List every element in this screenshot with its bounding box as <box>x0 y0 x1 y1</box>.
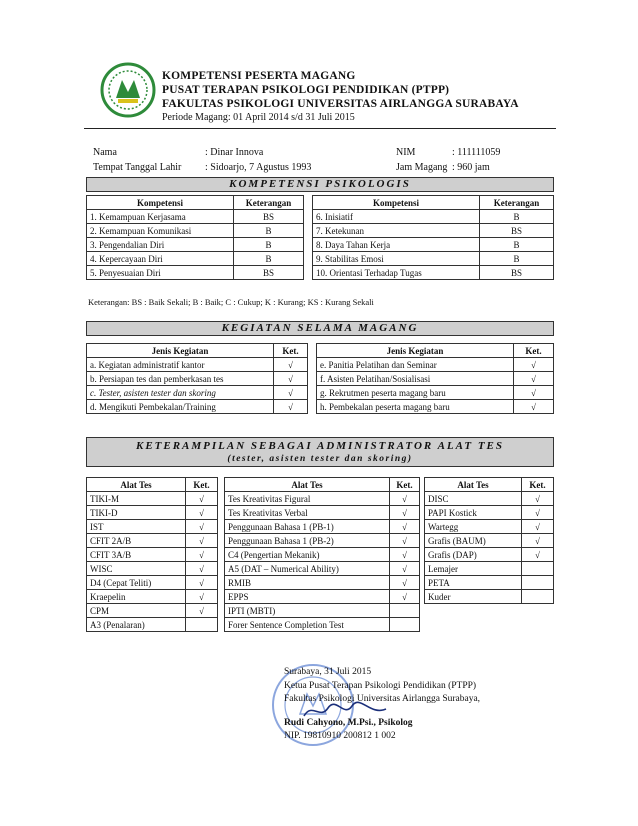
alat-subtitle: (tester, asisten tester dan skoring) <box>227 454 413 464</box>
alat-tes-name: Grafis (DAP) <box>425 548 522 562</box>
table-row <box>87 576 218 590</box>
alat-tes-name: Penggunaan Bahasa 1 (PB-2) <box>225 534 390 548</box>
kegiatan-table-right <box>316 343 554 414</box>
psikologis-legend: Keterangan: BS : Baik Sekali; B : Baik; C : Cukup; K : Kurang; KS : Kurang Sekali <box>88 297 374 307</box>
col-kompetensi: Kompetensi <box>87 196 234 210</box>
col-ket: Ket. <box>274 344 308 358</box>
alat-tes-ket: √ <box>186 506 218 520</box>
table-row <box>87 266 304 280</box>
header-divider <box>84 128 556 129</box>
kompetensi-name: 3. Pengendalian Diri <box>87 238 234 252</box>
kegiatan-name: d. Mengikuti Pembekalan/Training <box>87 400 274 414</box>
table-row <box>87 590 218 604</box>
signature-place-date: Surabaya, 31 Juli 2015 <box>284 667 372 677</box>
alat-tes-name: Kraepelin <box>87 590 186 604</box>
alat-tes-ket <box>390 604 420 618</box>
table-row <box>425 534 554 548</box>
alat-tes-ket: √ <box>522 534 554 548</box>
table-row <box>313 238 554 252</box>
table-row <box>225 576 420 590</box>
kompetensi-ket: B <box>480 252 554 266</box>
kompetensi-name: 8. Daya Tahan Kerja <box>313 238 480 252</box>
alat-tes-ket <box>522 576 554 590</box>
kompetensi-name: 6. Inisiatif <box>313 210 480 224</box>
kompetensi-name: 1. Kemampuan Kerjasama <box>87 210 234 224</box>
kompetensi-ket: B <box>234 238 304 252</box>
alat-tes-ket: √ <box>186 576 218 590</box>
col-keterangan: Keterangan <box>480 196 554 210</box>
alat-tes-ket: √ <box>390 520 420 534</box>
kegiatan-name: f. Asisten Pelatihan/Sosialisasi <box>317 372 514 386</box>
table-row <box>87 386 308 400</box>
kegiatan-name: g. Rekrutmen peserta magang baru <box>317 386 514 400</box>
nim-value: : 111111059 <box>452 147 501 158</box>
kompetensi-name: 9. Stabilitas Emosi <box>313 252 480 266</box>
kegiatan-name: e. Panitia Pelatihan dan Seminar <box>317 358 514 372</box>
header-line-3: FAKULTAS PSIKOLOGI UNIVERSITAS AIRLANGGA SURABAYA <box>162 98 519 110</box>
col-ket: Ket. <box>514 344 554 358</box>
kompetensi-ket: BS <box>480 266 554 280</box>
nama-label: Nama <box>93 147 117 158</box>
col-jenis-kegiatan: Jenis Kegiatan <box>317 344 514 358</box>
alat-tes-ket: √ <box>390 576 420 590</box>
alat-tes-name: PETA <box>425 576 522 590</box>
alat-section-title <box>86 437 554 467</box>
kegiatan-ket: √ <box>514 358 554 372</box>
table-row <box>87 400 308 414</box>
psikologis-table-left <box>86 195 304 280</box>
table-row <box>225 520 420 534</box>
table-row <box>87 562 218 576</box>
table-row <box>87 358 308 372</box>
alat-tes-name: CPM <box>87 604 186 618</box>
table-row <box>87 548 218 562</box>
alat-tes-name: PAPI Kostick <box>425 506 522 520</box>
table-row <box>87 534 218 548</box>
table-row <box>317 372 554 386</box>
table-row <box>87 238 304 252</box>
period-text: Periode Magang: 01 April 2014 s/d 31 Juli 2015 <box>162 112 355 123</box>
alat-tes-ket: √ <box>186 562 218 576</box>
alat-tes-name: Wartegg <box>425 520 522 534</box>
kegiatan-section-title: KEGIATAN SELAMA MAGANG <box>86 321 554 336</box>
table-row <box>87 506 218 520</box>
col-alat-tes: Alat Tes <box>425 478 522 492</box>
col-jenis-kegiatan: Jenis Kegiatan <box>87 344 274 358</box>
alat-tes-name: Tes Kreativitas Figural <box>225 492 390 506</box>
kegiatan-name: a. Kegiatan administratif kantor <box>87 358 274 372</box>
signature-name: Rudi Cahyono, M.Psi., Psikolog <box>284 718 413 728</box>
alat-tes-name: TIKI-M <box>87 492 186 506</box>
university-seal-icon <box>100 62 156 118</box>
jam-label: Jam Magang <box>396 162 448 173</box>
alat-tes-ket: √ <box>390 548 420 562</box>
table-row <box>225 618 420 632</box>
kompetensi-ket: B <box>234 224 304 238</box>
alat-tes-ket: √ <box>186 534 218 548</box>
col-ket: Ket. <box>522 478 554 492</box>
table-row <box>313 210 554 224</box>
alat-tes-name: Penggunaan Bahasa 1 (PB-1) <box>225 520 390 534</box>
kompetensi-name: 7. Ketekunan <box>313 224 480 238</box>
kegiatan-name: h. Pembekalan peserta magang baru <box>317 400 514 414</box>
table-row <box>87 224 304 238</box>
alat-tes-ket: √ <box>186 590 218 604</box>
col-ket: Ket. <box>390 478 420 492</box>
kompetensi-ket: BS <box>480 224 554 238</box>
alat-tes-name: CFIT 2A/B <box>87 534 186 548</box>
col-ket: Ket. <box>186 478 218 492</box>
table-row <box>313 266 554 280</box>
alat-tes-ket: √ <box>186 548 218 562</box>
table-row <box>225 590 420 604</box>
alat-tes-ket: √ <box>522 548 554 562</box>
table-row <box>87 372 308 386</box>
kegiatan-ket: √ <box>514 400 554 414</box>
alat-tes-name: IPTI (MBTI) <box>225 604 390 618</box>
alat-tes-ket: √ <box>390 506 420 520</box>
table-row <box>87 520 218 534</box>
table-row <box>225 562 420 576</box>
kompetensi-ket: B <box>480 210 554 224</box>
alat-tes-ket <box>186 618 218 632</box>
alat-tes-name: TIKI-D <box>87 506 186 520</box>
alat-tes-ket: √ <box>522 492 554 506</box>
alat-tes-name: A5 (DAT – Numerical Ability) <box>225 562 390 576</box>
alat-tes-name: Forer Sentence Completion Test <box>225 618 390 632</box>
alat-tes-ket: √ <box>390 590 420 604</box>
alat-tes-name: Lemajer <box>425 562 522 576</box>
table-row <box>225 604 420 618</box>
header-line-2: PUSAT TERAPAN PSIKOLOGI PENDIDIKAN (PTPP) <box>162 84 450 96</box>
alat-tes-ket <box>522 562 554 576</box>
kegiatan-ket: √ <box>274 400 308 414</box>
table-row <box>87 604 218 618</box>
table-row <box>425 506 554 520</box>
kegiatan-name: b. Persiapan tes dan pemberkasan tes <box>87 372 274 386</box>
signature-role-1: Ketua Pusat Terapan Psikologi Pendidikan (PTPP) <box>284 681 477 691</box>
kegiatan-ket: √ <box>514 372 554 386</box>
col-alat-tes: Alat Tes <box>225 478 390 492</box>
alat-tes-name: Tes Kreativitas Verbal <box>225 506 390 520</box>
table-row <box>225 506 420 520</box>
nama-value: : Dinar Innova <box>205 147 264 158</box>
alat-tes-name: CFIT 3A/B <box>87 548 186 562</box>
col-keterangan: Keterangan <box>234 196 304 210</box>
kegiatan-ket: √ <box>274 372 308 386</box>
table-row <box>425 548 554 562</box>
table-row <box>225 534 420 548</box>
alat-tes-ket: √ <box>186 492 218 506</box>
table-row <box>225 492 420 506</box>
alat-tes-ket <box>522 590 554 604</box>
table-row <box>317 386 554 400</box>
alat-tes-name: A3 (Penalaran) <box>87 618 186 632</box>
alat-tes-name: Grafis (BAUM) <box>425 534 522 548</box>
jam-value: : 960 jam <box>452 162 490 173</box>
psikologis-table-right <box>312 195 554 280</box>
header-line-1: KOMPETENSI PESERTA MAGANG <box>162 70 356 82</box>
kompetensi-name: 2. Kemampuan Komunikasi <box>87 224 234 238</box>
alat-tes-name: RMIB <box>225 576 390 590</box>
kompetensi-name: 10. Orientasi Terhadap Tugas <box>313 266 480 280</box>
kegiatan-table-left <box>86 343 308 414</box>
signature-role-2: Fakultas Psikologi Universitas Airlangga Surabaya, <box>284 694 481 704</box>
table-row <box>425 562 554 576</box>
table-row <box>87 210 304 224</box>
table-row <box>87 252 304 266</box>
alat-tes-ket: √ <box>522 506 554 520</box>
alat-table-2 <box>224 477 420 632</box>
kompetensi-ket: BS <box>234 210 304 224</box>
alat-tes-ket: √ <box>186 520 218 534</box>
alat-tes-ket: √ <box>522 520 554 534</box>
alat-tes-ket: √ <box>186 604 218 618</box>
psikologis-section-title: KOMPETENSI PSIKOLOGIS <box>86 177 554 192</box>
table-row <box>225 548 420 562</box>
kompetensi-name: 5. Penyesuaian Diri <box>87 266 234 280</box>
alat-tes-name: C4 (Pengertian Mekanik) <box>225 548 390 562</box>
alat-tes-name: WISC <box>87 562 186 576</box>
alat-tes-ket: √ <box>390 562 420 576</box>
table-row <box>317 400 554 414</box>
kompetensi-ket: BS <box>234 266 304 280</box>
alat-tes-name: Kuder <box>425 590 522 604</box>
table-row <box>87 618 218 632</box>
kompetensi-ket: B <box>234 252 304 266</box>
kompetensi-name: 4. Kepercayaan Diri <box>87 252 234 266</box>
alat-tes-name: EPPS <box>225 590 390 604</box>
alat-tes-ket <box>390 618 420 632</box>
alat-table-3 <box>424 477 554 604</box>
alat-tes-name: IST <box>87 520 186 534</box>
ttl-label: Tempat Tanggal Lahir <box>93 162 182 173</box>
signature-nip: NIP. 19810910 200812 1 002 <box>284 731 396 741</box>
kegiatan-ket: √ <box>274 386 308 400</box>
kegiatan-ket: √ <box>514 386 554 400</box>
kompetensi-ket: B <box>480 238 554 252</box>
table-row <box>425 590 554 604</box>
kegiatan-ket: √ <box>274 358 308 372</box>
table-row <box>317 358 554 372</box>
alat-tes-ket: √ <box>390 492 420 506</box>
alat-tes-ket: √ <box>390 534 420 548</box>
table-row <box>425 492 554 506</box>
alat-table-1 <box>86 477 218 632</box>
col-alat-tes: Alat Tes <box>87 478 186 492</box>
kegiatan-name: c. Tester, asisten tester dan skoring <box>87 386 274 400</box>
table-row <box>313 252 554 266</box>
table-row <box>87 492 218 506</box>
alat-title: KETERAMPILAN SEBAGAI ADMINISTRATOR ALAT TES <box>135 440 504 452</box>
table-row <box>425 520 554 534</box>
alat-tes-name: D4 (Cepat Teliti) <box>87 576 186 590</box>
table-row <box>425 576 554 590</box>
col-kompetensi: Kompetensi <box>313 196 480 210</box>
ttl-value: : Sidoarjo, 7 Agustus 1993 <box>205 162 312 173</box>
alat-tes-name: DISC <box>425 492 522 506</box>
nim-label: NIM <box>396 147 416 158</box>
table-row <box>313 224 554 238</box>
